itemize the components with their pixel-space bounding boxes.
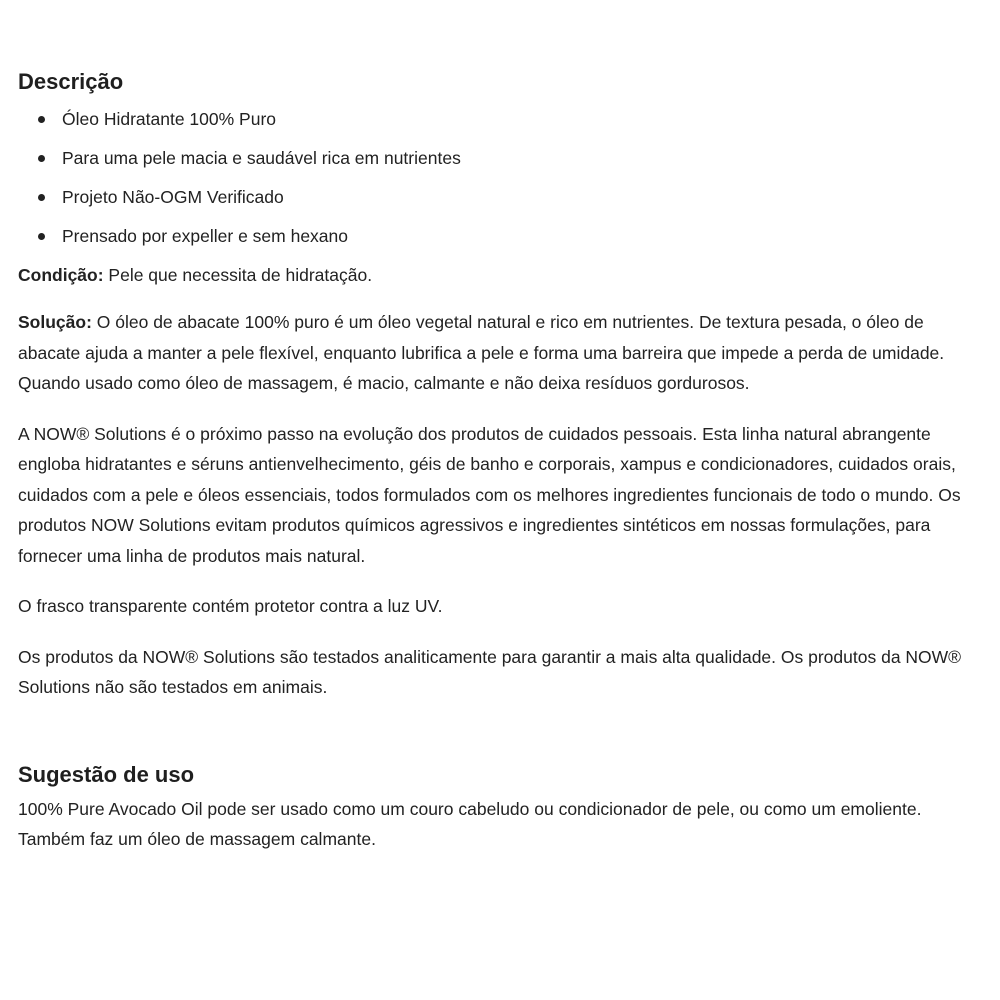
feature-text: Prensado por expeller e sem hexano [62,226,349,246]
usage-heading: Sugestão de uso [18,761,195,787]
condition-label: Condição: [18,265,104,285]
feature-list-item [18,217,980,256]
bullet-icon [38,155,45,162]
feature-list-item [18,178,980,217]
testing-paragraph: Os produtos da NOW® Solutions são testados analiticamente para garantir a mais alta qualidade. Os produtos da NOW® Solutions não são testados em animais. [18,646,962,697]
feature-text: Óleo Hidratante 100% Puro [62,109,277,129]
usage-section [18,759,980,855]
feature-list [18,100,980,256]
description-heading: Descrição [18,69,124,94]
solution-label: Solução: [18,312,92,332]
solution-text: O óleo de abacate 100% puro é um óleo vegetal natural e rico em nutrientes. De textura pesada, o óleo de abacate ajuda a manter a pele flexível, enquanto lubrifica a pele e forma uma barreira que impede a perda de umidade. Quando usado como óleo de massagem, é macio, calmante e não deixa resíduos gordurosos. [18,312,945,393]
feature-text: Projeto Não-OGM Verificado [62,187,284,207]
usage-text: 100% Pure Avocado Oil pode ser usado como um couro cabeludo ou condicionador de pele, ou como um emoliente. Também faz um óleo de massagem calmante. [18,798,922,849]
uv-bottle-paragraph: O frasco transparente contém protetor contra a luz UV. [18,596,443,616]
bullet-icon [38,194,45,201]
now-solutions-paragraph: A NOW® Solutions é o próximo passo na evolução dos produtos de cuidados pessoais. Esta linha natural abrangente engloba hidratantes e séruns antienvelhecimento, géis de banho e corporais, xampus e condicionadores, cuidados orais, cuidados com a pele e óleos essenciais, todos formulados com os melhores ingredientes funcionais de todo o mundo. Os produtos NOW Solutions evitam produtos químicos agressivos e ingredientes sintéticos em nossas formulações, para fornecer uma linha de produtos mais natural. [18,423,961,566]
product-description-page [18,66,980,855]
description-section [18,66,980,703]
bullet-icon [38,233,45,240]
feature-text: Para uma pele macia e saudável rica em nutrientes [62,148,461,168]
bullet-icon [38,116,45,123]
solution-paragraph [18,307,980,399]
condition-paragraph [18,256,980,295]
feature-list-item [18,139,980,178]
condition-text: Pele que necessita de hidratação. [103,265,373,285]
feature-list-item [18,100,980,139]
